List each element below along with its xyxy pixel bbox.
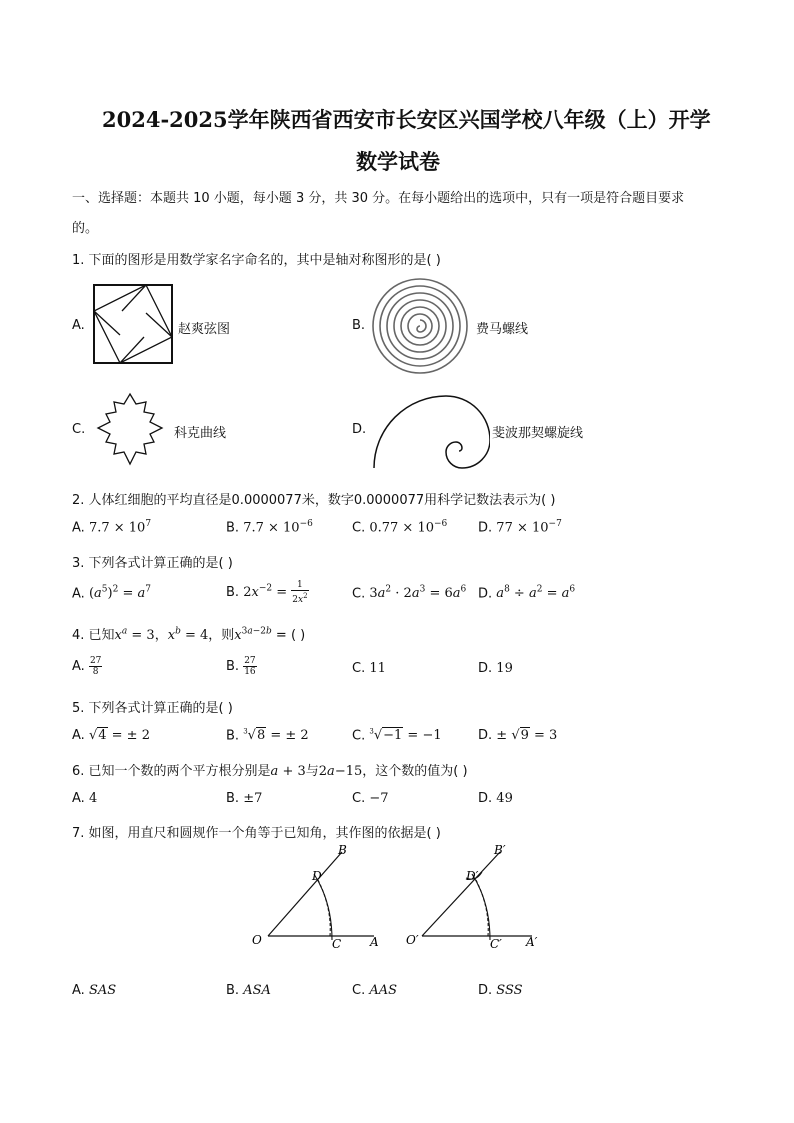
fermat-spiral (370, 276, 470, 376)
q4-option-b-num: 27 (244, 656, 256, 666)
q6-option-c[interactable] (352, 791, 389, 806)
fig-right-label-D: D′ (466, 869, 479, 883)
q6-stem-mid: 与 (305, 764, 319, 779)
q2-option-a-base: 7.7 × 10 (88, 520, 146, 536)
q4-option-d-value: 19 (496, 661, 513, 676)
q2-option-d-letter: D. (478, 520, 493, 536)
q2-option-c[interactable] (352, 519, 447, 535)
q5-option-c[interactable]: C. $^3$√−1 = −1 (352, 728, 442, 744)
q1-option-a-caption: 赵爽弦图 (178, 322, 231, 337)
q2-option-d-base: 77 × 10 (496, 520, 549, 536)
q5-option-a[interactable]: A. √4 = ± 2 (72, 728, 150, 743)
q7-option-d-letter: D. (478, 983, 493, 998)
q4-option-b-letter: B. (226, 659, 240, 674)
q2-option-c-base: 0.77 × 10 (369, 520, 435, 536)
q6-option-c-letter: C. (352, 791, 366, 806)
fig-left-label-D: D (312, 869, 322, 883)
q4-option-c-value: 11 (369, 661, 386, 676)
q3-option-d[interactable]: D. $a^8 \div a^2 = a^6$ (478, 585, 576, 602)
q3-stem: 3. 下列各式计算正确的是( ) (72, 556, 233, 571)
q2-option-a[interactable] (72, 519, 151, 535)
q7-option-a[interactable] (72, 983, 116, 998)
q7-option-c-value: AAS (369, 983, 398, 998)
q1-option-c-caption: 科克曲线 (174, 426, 227, 441)
q7-option-b-value: ASA (243, 983, 271, 998)
q1-option-b-caption: 费马螺线 (476, 322, 529, 337)
q6-option-b[interactable] (226, 791, 262, 806)
q3-option-a-letter: A. (72, 586, 85, 602)
q1-option-d-letter[interactable]: D. (352, 422, 367, 437)
q4-option-d-letter: D. (478, 661, 493, 676)
q7-option-d-value: SSS (496, 983, 523, 998)
q2-option-b-base: 7.7 × 10 (243, 520, 300, 536)
q6-option-a[interactable] (72, 791, 97, 806)
q2-option-d-exp: −7 (548, 519, 562, 529)
q6-option-b-letter: B. (226, 791, 240, 806)
q5-option-b-letter: B. (226, 728, 240, 744)
q7-option-a-letter: A. (72, 983, 85, 998)
q5-option-a-letter: A. (72, 728, 85, 743)
fig-left-label-O: O (252, 933, 262, 947)
fig-right-label-C: C′ (490, 937, 502, 951)
q4-option-a-num: 27 (89, 656, 102, 666)
q7-option-a-value: SAS (88, 983, 117, 998)
q6-stem: 6. 已知一个数的两个平方根分别是a + 3与2a−15，这个数的值为( ) (72, 764, 468, 779)
q2-option-b-exp: −6 (299, 519, 313, 529)
q5-option-d[interactable]: D. ± √9 = 3 (478, 728, 558, 743)
q1-option-a-letter[interactable]: A. (72, 318, 85, 333)
q2-option-b[interactable] (226, 519, 313, 535)
q4-option-b[interactable] (226, 656, 257, 677)
q4-stem-pre: 4. 已知 (72, 628, 115, 643)
q3-option-b[interactable]: B. $2x^{-2}$ = $\frac{1}{2x^2}$ (226, 580, 308, 605)
q5-stem: 5. 下列各式计算正确的是( ) (72, 701, 233, 716)
q6-option-b-value: ±7 (243, 791, 263, 806)
q7-option-d[interactable] (478, 983, 523, 998)
exam-title-line2: 数学试卷 (356, 149, 440, 174)
q6-option-c-value: −7 (369, 791, 389, 806)
fig-left-label-A: A (370, 935, 379, 949)
q5-option-b[interactable]: B. $^3$√8 = ± 2 (226, 728, 309, 744)
fig-right-label-A: A′ (526, 935, 538, 949)
q4-option-a[interactable] (72, 656, 102, 677)
q3-option-c[interactable]: C. $3a^2 \cdot 2a^3 = 6a^6$ (352, 585, 467, 602)
q1-option-c-letter[interactable]: C. (72, 422, 86, 437)
zhao-shuang-diagram (92, 283, 174, 365)
q6-option-a-value: 4 (88, 791, 98, 806)
q5-option-d-letter: D. (478, 728, 493, 743)
fig-left-label-B: B (338, 843, 347, 857)
q6-option-d-letter: D. (478, 791, 493, 806)
koch-snowflake (90, 392, 170, 466)
section-heading-cont: 的。 (72, 221, 99, 236)
q4-option-b-den: 16 (244, 667, 256, 677)
q2-option-d[interactable] (478, 519, 562, 535)
q4-option-a-letter: A. (72, 659, 85, 674)
q2-stem: 2. 人体红细胞的平均直径是0.0000077米，数字0.0000077用科学记数法表示为( ) (72, 493, 556, 508)
q4-option-d[interactable] (478, 661, 513, 676)
q7-option-b-letter: B. (226, 983, 240, 998)
q1-stem: 1. 下面的图形是用数学家名字命名的，其中是轴对称图形的是( ) (72, 253, 441, 268)
exam-title-line1: 2024-2025学年陕西省西安市长安区兴国学校八年级（上）开学 (102, 107, 711, 132)
section-heading: 一、选择题：本题共 10 小题，每小题 3 分，共 30 分。在每小题给出的选项中，只有一项是符合题目要求 (72, 191, 685, 206)
q7-option-c-letter: C. (352, 983, 366, 998)
q6-option-d-value: 49 (496, 791, 513, 806)
q4-option-c-letter: C. (352, 661, 366, 676)
q2-option-a-exp: 7 (145, 519, 152, 529)
fig-left-label-C: C (332, 937, 342, 951)
q6-option-d[interactable] (478, 791, 513, 806)
fig-right-label-B: B′ (494, 843, 506, 857)
q4-option-a-den: 8 (92, 667, 99, 677)
q2-option-c-letter: C. (352, 520, 366, 536)
q2-option-a-letter: A. (72, 520, 85, 536)
q4-stem-end: = ( ) (271, 628, 306, 643)
q7-stem: 7. 如图，用直尺和圆规作一个角等于已知角，其作图的依据是( ) (72, 826, 441, 841)
q3-option-d-letter: D. (478, 586, 493, 602)
q4-option-c[interactable] (352, 661, 386, 676)
q1-option-d-caption: 斐波那契螺旋线 (492, 426, 584, 441)
fig-right-label-O: O′ (406, 933, 419, 947)
q7-option-b[interactable] (226, 983, 271, 998)
q1-option-b-letter[interactable]: B. (352, 318, 366, 333)
q5-option-c-letter: C. (352, 728, 366, 744)
q7-option-c[interactable] (352, 983, 397, 998)
q4-stem-post: ，则 (208, 628, 235, 643)
q6-stem-pre: 6. 已知一个数的两个平方根分别是 (72, 764, 271, 779)
q6-option-a-letter: A. (72, 791, 85, 806)
q4-stem: 4. 已知$x^a = 3$，$x^b = 4$，则$x^{3a-2b}$ = ( ) (72, 626, 306, 643)
q6-stem-post: ，这个数的值为( ) (362, 764, 468, 779)
q2-option-b-letter: B. (226, 520, 240, 536)
angle-construction-figure (246, 838, 556, 956)
q2-option-c-exp: −6 (434, 519, 448, 529)
fibonacci-spiral (370, 392, 490, 472)
q4-stem-mid: ， (154, 628, 168, 643)
q3-option-c-letter: C. (352, 586, 366, 602)
q3-option-b-letter: B. (226, 585, 240, 600)
q3-option-a[interactable]: A. $(a^5)^2 = a^7$ (72, 585, 151, 602)
